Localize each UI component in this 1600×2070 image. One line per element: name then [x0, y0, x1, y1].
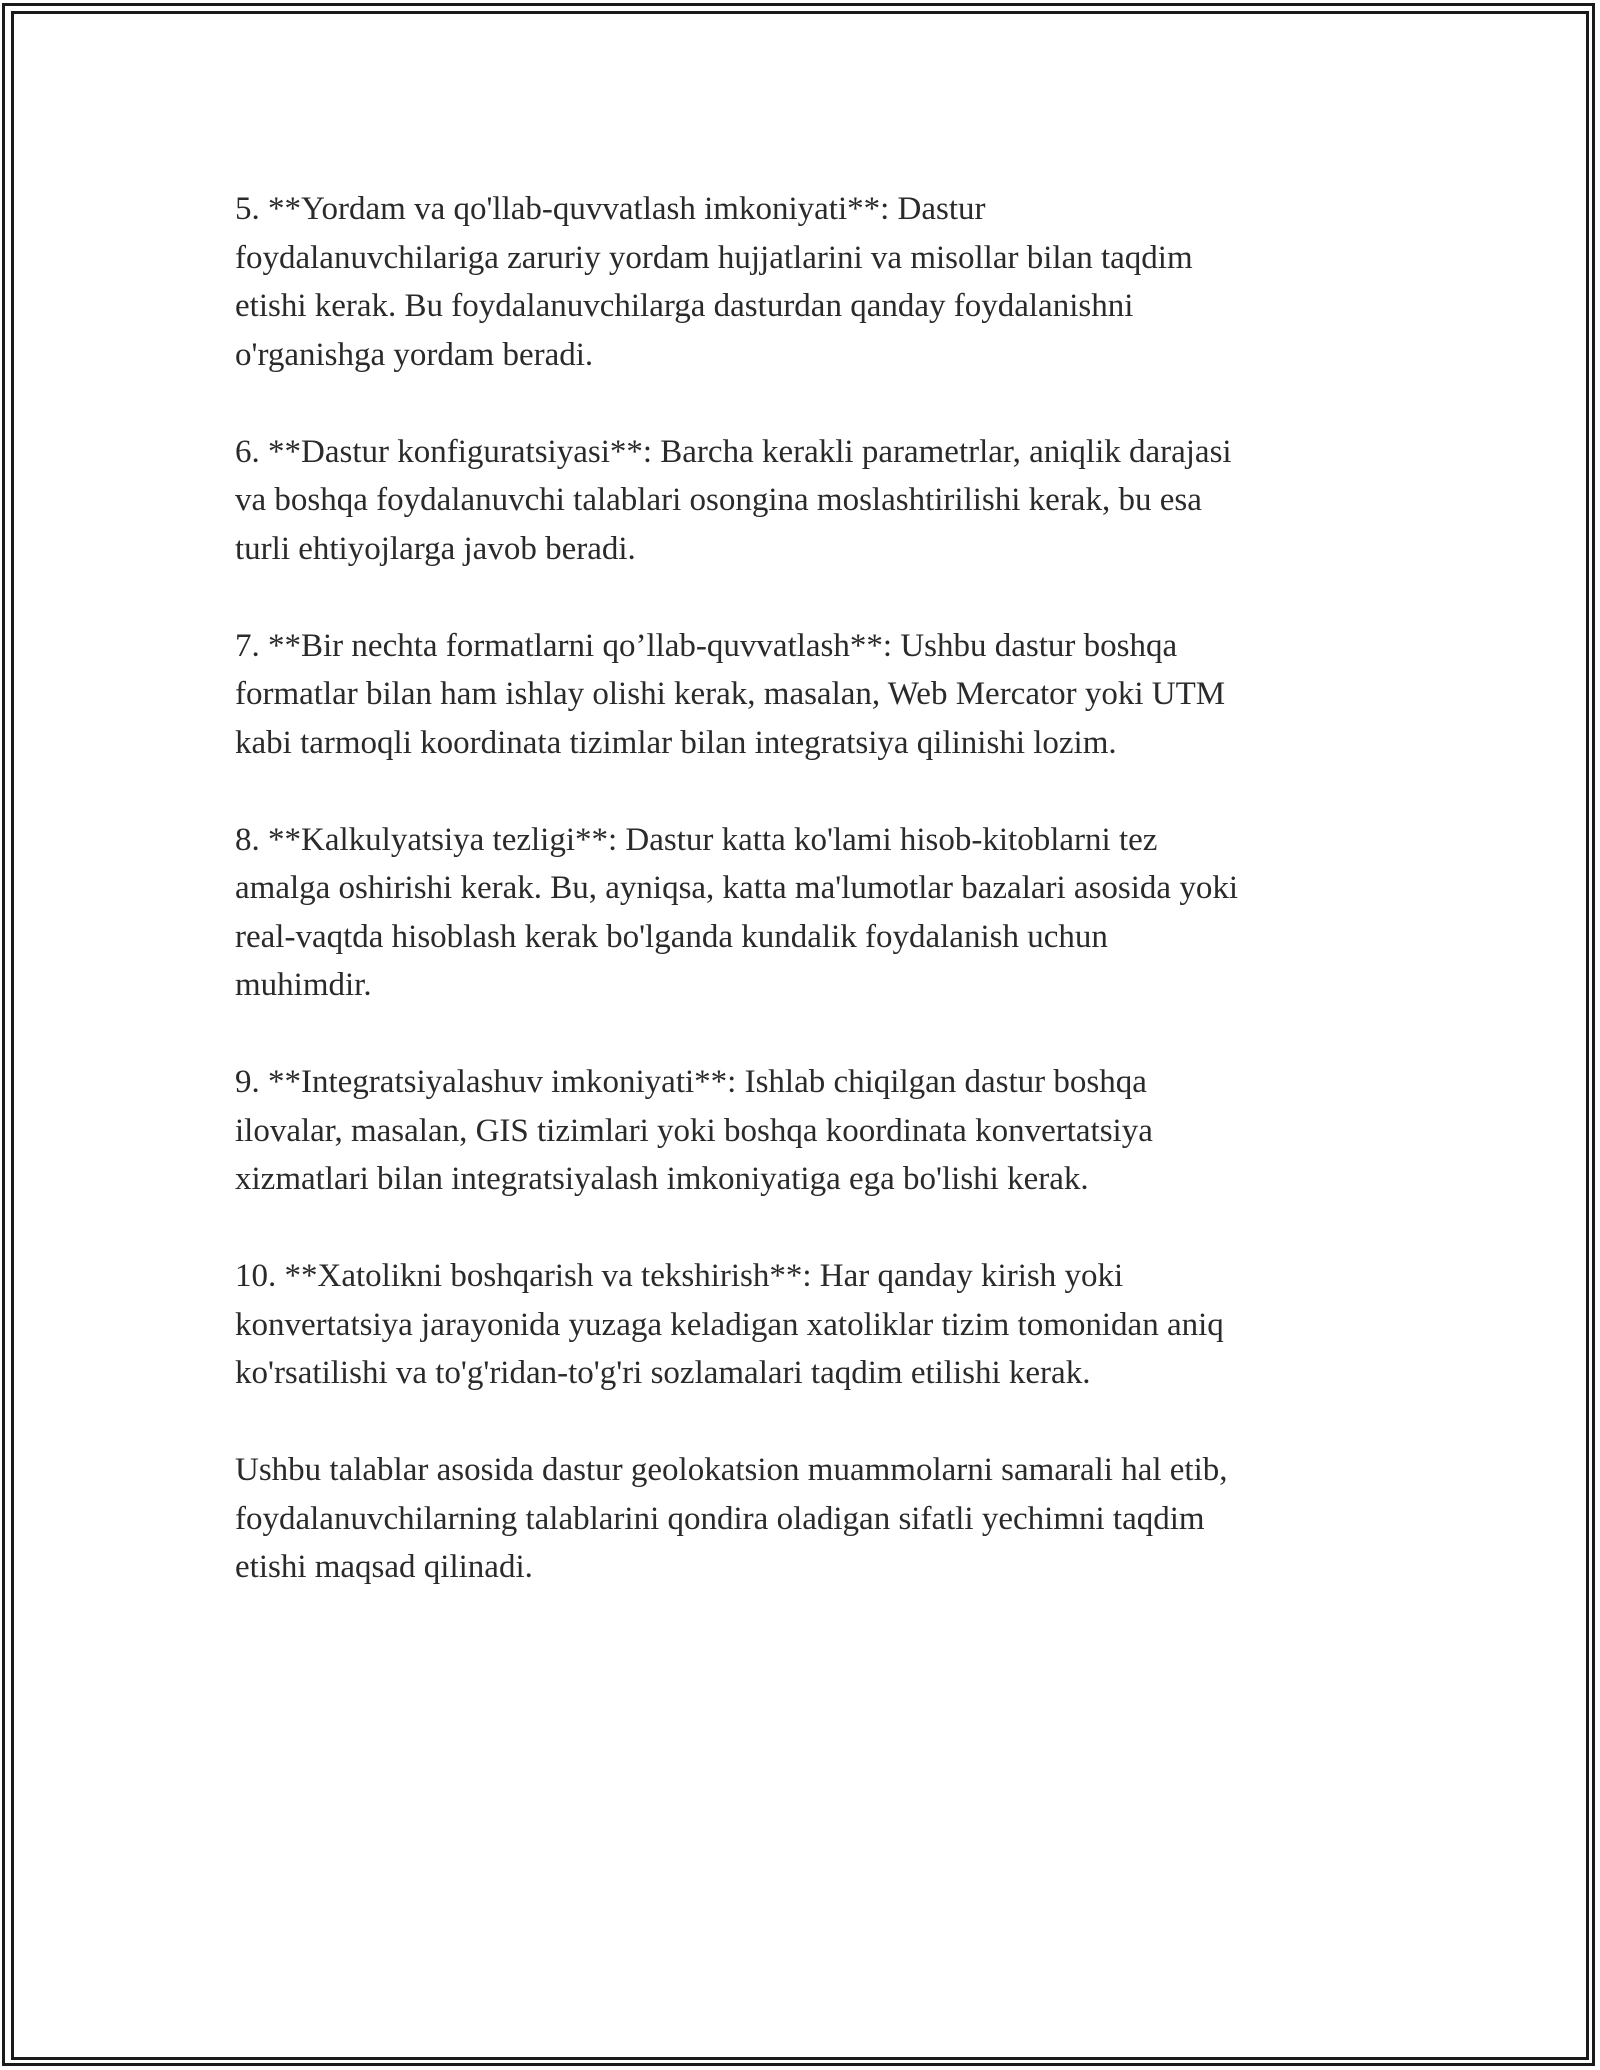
text-line: konvertatsiya jarayonida yuzaga keladigan xatoliklar tizim tomonidan aniq [235, 1306, 1224, 1343]
paragraph-item-7 [235, 622, 1365, 768]
text-line: xizmatlari bilan integratsiyalash imkoniyatiga ega bo'lishi kerak. [235, 1161, 1089, 1197]
text-line: muhimdir. [235, 967, 372, 1003]
text-line: formatlar bilan ham ishlay olishi kerak, masalan, Web Mercator yoki UTM [235, 676, 1226, 712]
paragraph-item-5 [235, 185, 1365, 379]
text-line: kabi tarmoqli koordinata tizimlar bilan integratsiya qilinishi lozim. [235, 724, 1117, 761]
text-line: o'rganishga yordam beradi. [235, 336, 594, 373]
text-line: ilovalar, masalan, GIS tizimlari yoki boshqa koordinata konvertatsiya [235, 1112, 1153, 1149]
paragraph-conclusion [235, 1446, 1365, 1592]
text-line: 10. **Xatolikni boshqarish va tekshirish**: Har qanday kirish yoki [235, 1258, 1124, 1294]
text-line: foydalanuvchilariga zaruriy yordam hujjatlarini va misollar bilan taqdim [235, 239, 1193, 276]
text-line: Ushbu talablar asosida dastur geolokatsion muammolarni samarali hal etib, [235, 1452, 1228, 1488]
text-line: 8. **Kalkulyatsiya tezligi**: Dastur katta ko'lami hisob-kitoblarni tez [235, 821, 1158, 858]
paragraph-item-10 [235, 1252, 1365, 1398]
text-line: turli ehtiyojlarga javob beradi. [235, 530, 636, 567]
text-line: ko'rsatilishi va to'g'ridan-to'g'ri sozlamalari taqdim etilishi kerak. [235, 1355, 1091, 1391]
text-line: real-vaqtda hisoblash kerak bo'lganda kundalik foydalanish uchun [235, 918, 1108, 955]
text-line: 5. **Yordam va qo'llab-quvvatlash imkoniyati**: Dastur [235, 191, 986, 227]
text-line: 9. **Integratsiyalashuv imkoniyati**: Ishlab chiqilgan dastur boshqa [235, 1064, 1147, 1100]
paragraph-item-6 [235, 428, 1365, 574]
text-line: foydalanuvchilarning talablarini qondira oladigan sifatli yechimni taqdim [235, 1500, 1205, 1537]
text-line: etishi maqsad qilinadi. [235, 1549, 533, 1585]
text-line: etishi kerak. Bu foydalanuvchilarga dasturdan qanday foydalanishni [235, 288, 1134, 324]
text-line: amalga oshirishi kerak. Bu, ayniqsa, katta ma'lumotlar bazalari asosida yoki [235, 870, 1238, 906]
document-body [235, 185, 1365, 1640]
text-line: va boshqa foydalanuvchi talablari osongina moslashtirilishi kerak, bu esa [235, 482, 1202, 518]
text-line: 6. **Dastur konfiguratsiyasi**: Barcha kerakli parametrlar, aniqlik darajasi [235, 433, 1232, 470]
paragraph-item-9 [235, 1058, 1365, 1204]
paragraph-item-8 [235, 816, 1365, 1010]
text-line: 7. **Bir nechta formatlarni qo’llab-quvvatlash**: Ushbu dastur boshqa [235, 627, 1178, 664]
